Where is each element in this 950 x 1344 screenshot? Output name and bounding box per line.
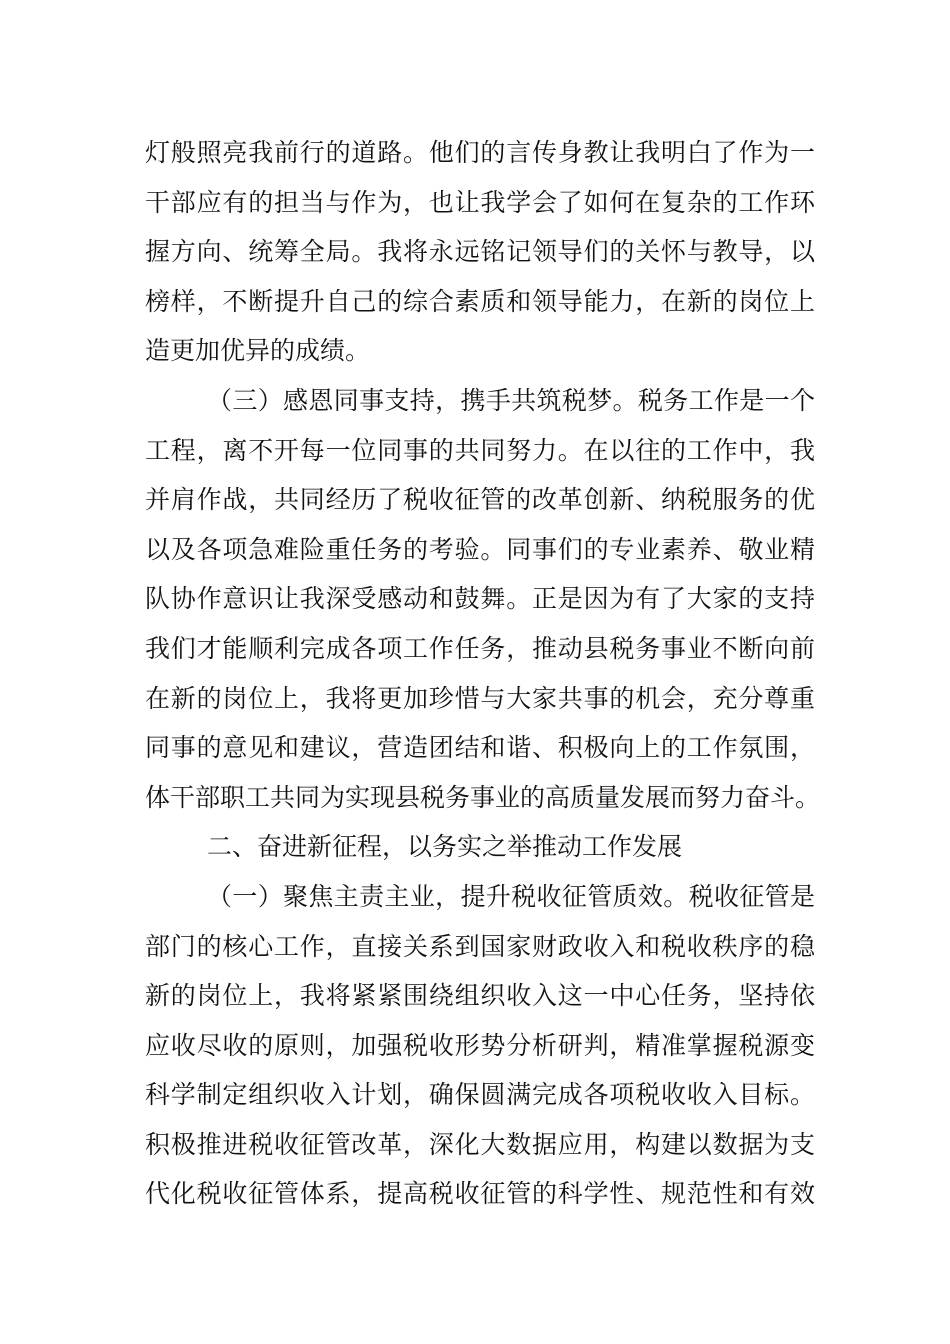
section-heading: 二、奋进新征程，以务实之举推动工作发展	[207, 832, 683, 862]
text-line: 工程，离不开每一位同事的共同努力。在以往的工作中，我	[145, 435, 815, 465]
subsection-heading-line: （三）感恩同事支持，携手共筑税梦。税务工作是一个	[207, 385, 815, 415]
body-text	[145, 128, 821, 1219]
text-line: 体干部职工共同为实现县税务事业的高质量发展而努力奋斗。	[145, 782, 821, 812]
text-line: 握方向、统筹全局。我将永远铭记领导们的关怀与教导，以	[145, 237, 815, 267]
text-line: 以及各项急难险重任务的考验。同事们的专业素养、敬业精	[145, 534, 815, 564]
text-line: 积极推进税收征管改革，深化大数据应用，构建以数据为支	[145, 1129, 815, 1159]
text-line: 灯般照亮我前行的道路。他们的言传身教让我明白了作为一	[145, 138, 815, 167]
text-line: 我们才能顺利完成各项工作任务，推动县税务事业不断向前	[145, 633, 815, 663]
text-line: 代化税收征管体系，提高税收征管的科学性、规范性和有效	[145, 1179, 815, 1209]
text-line: 在新的岗位上，我将更加珍惜与大家共事的机会，充分尊重	[145, 683, 815, 713]
text-line: 新的岗位上，我将紧紧围绕组织收入这一中心任务，坚持依	[145, 981, 815, 1011]
text-line: 科学制定组织收入计划，确保圆满完成各项税收收入目标。	[145, 1080, 815, 1110]
text-line: 并肩作战，共同经历了税收征管的改革创新、纳税服务的优	[145, 485, 815, 515]
text-line: 干部应有的担当与作为，也让我学会了如何在复杂的工作环	[145, 187, 815, 217]
text-line: 同事的意见和建议，营造团结和谐、积极向上的工作氛围，	[145, 733, 815, 763]
text-line: 应收尽收的原则，加强税收形势分析研判，精准掌握税源变	[145, 1030, 815, 1060]
text-line: 榜样，不断提升自己的综合素质和领导能力，在新的岗位上	[145, 286, 815, 316]
text-line: 部门的核心工作，直接关系到国家财政收入和税收秩序的稳	[145, 931, 815, 961]
text-line: 队协作意识让我深受感动和鼓舞。正是因为有了大家的支持	[145, 584, 815, 614]
text-line: 造更加优异的成绩。	[145, 336, 371, 366]
subsection-heading-line: （一）聚焦主责主业，提升税收征管质效。税收征管是	[207, 881, 815, 911]
